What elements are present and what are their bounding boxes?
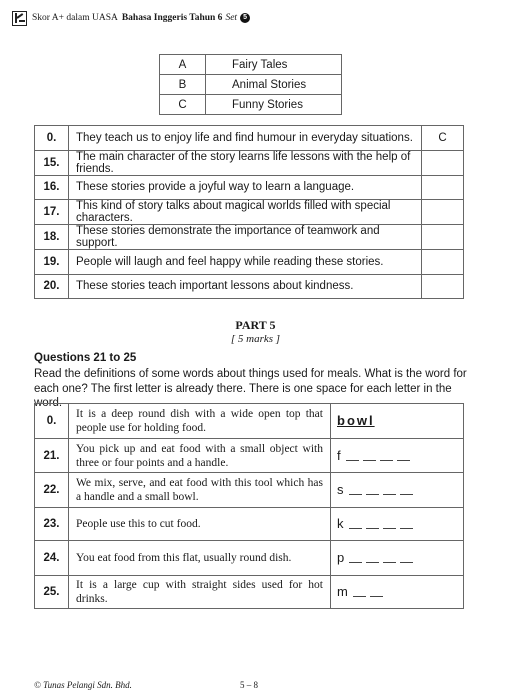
word-answer-box[interactable] — [331, 439, 464, 473]
word-row — [35, 576, 464, 609]
story-row — [35, 250, 464, 275]
word-definition-table — [34, 403, 464, 609]
questions-heading: Questions 21 to 25 — [34, 352, 137, 364]
example-answer: bowl — [337, 413, 375, 428]
option-letter: C — [160, 95, 206, 115]
question-number: 16. — [35, 175, 69, 200]
word-row — [35, 508, 464, 541]
answer-box[interactable] — [422, 225, 464, 250]
letter-blank[interactable] — [383, 494, 396, 495]
letter-blank[interactable] — [397, 460, 410, 461]
letter-blank[interactable] — [346, 460, 359, 461]
letter-blank[interactable] — [400, 494, 413, 495]
answer-box[interactable] — [422, 200, 464, 225]
definition-text: We mix, serve, and eat food with this tool which has a handle and a small bowl. — [69, 473, 331, 508]
answer-box[interactable] — [422, 274, 464, 299]
question-number: 0. — [35, 126, 69, 151]
letter-blank[interactable] — [349, 494, 362, 495]
question-text: The main character of the story learns life lessons with the help of friends. — [69, 150, 422, 175]
word-answer-box[interactable] — [331, 541, 464, 576]
definition-text: You eat food from this flat, usually round dish. — [69, 541, 331, 576]
question-number: 25. — [35, 576, 69, 609]
page-header — [12, 9, 250, 27]
letter-blank[interactable] — [349, 528, 362, 529]
story-row — [35, 200, 464, 225]
option-title: Funny Stories — [206, 95, 342, 115]
first-letter: m — [337, 584, 348, 599]
question-number: 15. — [35, 150, 69, 175]
question-number: 0. — [35, 404, 69, 439]
story-row — [35, 225, 464, 250]
story-row — [35, 274, 464, 299]
word-answer-box[interactable] — [331, 473, 464, 508]
book-title: Skor A+ dalam UASA — [32, 13, 118, 23]
story-matching-table — [34, 125, 464, 299]
letter-blank[interactable] — [349, 562, 362, 563]
letter-blank[interactable] — [383, 562, 396, 563]
word-answer-box[interactable] — [331, 576, 464, 609]
letter-blank[interactable] — [366, 494, 379, 495]
definition-text: It is a large cup with straight sides used for hot drinks. — [69, 576, 331, 609]
option-row — [160, 55, 342, 75]
subject-title: Bahasa Inggeris Tahun 6 — [121, 13, 223, 23]
question-text: These stories demonstrate the importance of teamwork and support. — [69, 225, 422, 250]
answer-box[interactable] — [422, 150, 464, 175]
word-row — [35, 404, 464, 439]
letter-blank[interactable] — [380, 460, 393, 461]
option-title: Fairy Tales — [206, 55, 342, 75]
question-number: 24. — [35, 541, 69, 576]
story-type-options-table — [159, 54, 342, 115]
question-number: 23. — [35, 508, 69, 541]
question-text: They teach us to enjoy life and find humour in everyday situations. — [69, 126, 422, 151]
first-letter: k — [337, 516, 344, 531]
definition-text: You pick up and eat food with a small object with three or four points and a handle. — [69, 439, 331, 473]
question-number: 19. — [35, 250, 69, 275]
definition-text: It is a deep round dish with a wide open top that people use for holding food. — [69, 404, 331, 439]
letter-blank[interactable] — [366, 562, 379, 563]
question-text: People will laugh and feel happy while reading these stories. — [69, 250, 422, 275]
page-number: 5 – 8 — [240, 680, 258, 690]
letter-blank[interactable] — [353, 596, 366, 597]
word-answer-box[interactable] — [331, 508, 464, 541]
letter-blank[interactable] — [366, 528, 379, 529]
letter-blank[interactable] — [400, 528, 413, 529]
letter-blank[interactable] — [363, 460, 376, 461]
question-number: 18. — [35, 225, 69, 250]
footer-copyright: © Tunas Pelangi Sdn. Bhd. — [34, 680, 132, 690]
question-number: 22. — [35, 473, 69, 508]
letter-blank[interactable] — [400, 562, 413, 563]
option-letter: B — [160, 75, 206, 95]
set-label: Set — [225, 13, 238, 23]
option-title: Animal Stories — [206, 75, 342, 95]
letter-blank[interactable] — [370, 596, 383, 597]
question-number: 20. — [35, 274, 69, 299]
set-number-badge: 5 — [240, 13, 250, 23]
first-letter: p — [337, 550, 345, 565]
question-number: 17. — [35, 200, 69, 225]
question-text: These stories teach important lessons about kindness. — [69, 274, 422, 299]
story-row — [35, 175, 464, 200]
question-text: This kind of story talks about magical worlds filled with special characters. — [69, 200, 422, 225]
answer-box[interactable]: C — [422, 126, 464, 151]
part-marks: [ 5 marks ] — [230, 333, 281, 345]
word-row — [35, 439, 464, 473]
definition-text: People use this to cut food. — [69, 508, 331, 541]
letter-blank[interactable] — [383, 528, 396, 529]
part-title: PART 5 — [235, 318, 276, 332]
question-text: These stories provide a joyful way to learn a language. — [69, 175, 422, 200]
word-row — [35, 473, 464, 508]
word-answer-box[interactable] — [331, 404, 464, 439]
word-row — [35, 541, 464, 576]
story-row — [35, 150, 464, 175]
instructions-text: Read the definitions of some words about things used for meals. What is the word for each one? The first letter is already there. There is one space for each letter in the word. — [34, 368, 467, 409]
question-number: 21. — [35, 439, 69, 473]
publisher-logo-icon — [12, 11, 27, 26]
option-row — [160, 75, 342, 95]
option-row — [160, 95, 342, 115]
option-letter: A — [160, 55, 206, 75]
first-letter: f — [337, 447, 341, 463]
answer-box[interactable] — [422, 250, 464, 275]
first-letter: s — [337, 482, 344, 497]
answer-box[interactable] — [422, 175, 464, 200]
story-row — [35, 126, 464, 151]
